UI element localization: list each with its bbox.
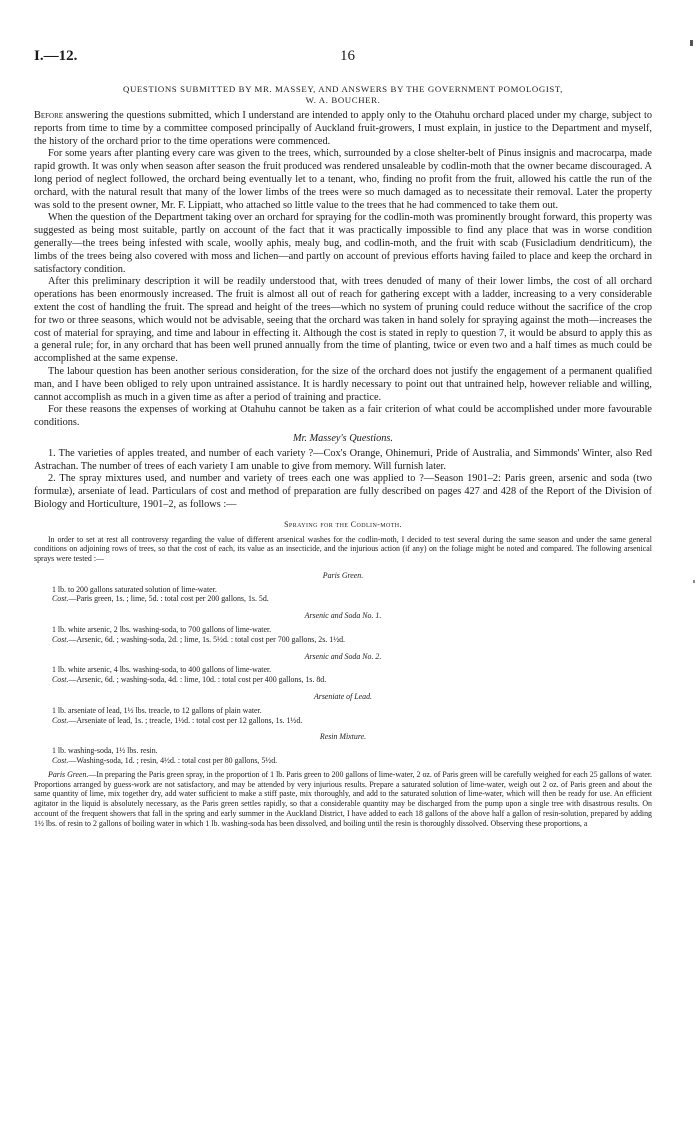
spray-name: Paris Green. bbox=[322, 570, 364, 580]
spraying-extract bbox=[34, 520, 652, 829]
cost-label: Cost. bbox=[52, 675, 69, 685]
spray-name: Arseniate of Lead. bbox=[313, 692, 373, 702]
cost-text: —Arsenic, 6d. ; washing-soda, 2d. ; lime, 1s. 5½d. : total cost per 700 gallons, 2s. 1½d. bbox=[68, 634, 346, 644]
section-heading: Mr. Massey's Questions. bbox=[292, 432, 394, 444]
cost-label: Cost. bbox=[52, 756, 69, 766]
body-text bbox=[34, 110, 652, 512]
paragraph: For some years after planting every care was given to the trees, which, surrounded by a close shelter-belt of Pinus insignis and macrocarpa, made rapid growth. It was only when season after season the fruit produced was rendered unsaleable by codlin-moth that the owner became discouraged. A long period of neglect followed, the orchard being eventually let to a tenant, who, finding no profit from the fruit, allowed his cattle the run of the orchard, with the natural result that many of the lower limbs of the trees were so much damaged as to necessitate their removal. Later the property was sold to the present owner, Mr. F. Lippiatt, who attached so little value to the trees that he had commenced to take them out. bbox=[34, 148, 652, 211]
question-answer: 2. The spray mixtures used, and number and variety of trees each one was applied to ?—Season 1901–2: Paris green, arsenic and soda (two formulæ), arseniate of lead. Particulars of cost and method of preparation are fully described on pages 427 and 428 of the Report of the Division of Biology and Horticulture, 1901–2, as follows :— bbox=[34, 473, 652, 510]
spray-name: Arsenic and Soda No. 1. bbox=[304, 611, 382, 621]
spray-recipe: 1 lb. white arsenic, 2 lbs. washing-soda, to 700 gallons of lime-water. bbox=[52, 625, 272, 635]
paragraph-lead: Paris Green. bbox=[48, 769, 89, 779]
cost-text: —Arseniate of lead, 1s. ; treacle, 1½d. : total cost per 12 gallons, 1s. 1½d. bbox=[68, 715, 303, 725]
spray-recipe: 1 lb. washing-soda, 1½ lbs. resin. bbox=[52, 746, 158, 756]
spray-cost bbox=[34, 675, 652, 685]
margin-mark bbox=[693, 580, 695, 583]
paragraph: For these reasons the expenses of working at Otahuhu cannot be taken as a fair criterion of what could be accomplished under more favourable conditions. bbox=[34, 404, 652, 429]
paragraph: The labour question has been another serious consideration, for the size of the orchard does not justify the engagement of a permanent qualified man, and I have been obliged to rely upon untrained assistance. It is hardly necessary to point out that untrained help, however reliable and willing, cannot accomplish as much in a given time as after a period of training and practice. bbox=[34, 365, 652, 403]
cost-label: Cost. bbox=[52, 594, 69, 604]
paragraph-text: answering the questions submitted, which I understand are intended to apply only to the Otahuhu orchard placed under my charge, subject to reports from time to time by a committee composed principally of Auckland fruit-growers, I must explain, in justice to the Department and myself, the history of the orchard prior to the time operations were commenced. bbox=[34, 110, 652, 147]
document-page bbox=[34, 48, 652, 829]
title-line: QUESTIONS SUBMITTED BY MR. MASSEY, AND ANSWERS BY THE GOVERNMENT POMOLOGIST, bbox=[123, 84, 563, 94]
extract-intro: In order to set at rest all controversy regarding the value of different arsenical washes for the codlin-moth, I decided to test several during the same season and under the same general conditions on adjoining rows of trees, so that the cost of each, its value as an insecticide, and the injurious action (if any) on the foliage might be noted and compared. The following arsenical sprays were tested :— bbox=[34, 534, 652, 564]
margin-mark bbox=[690, 40, 693, 46]
paris-green-paragraph bbox=[34, 770, 652, 829]
document-title bbox=[34, 84, 652, 106]
paragraph bbox=[34, 110, 652, 148]
spray-recipe: 1 lb. white arsenic, 4 lbs. washing-soda, to 400 gallons of lime-water. bbox=[52, 665, 272, 675]
cost-text: —Washing-soda, 1d. ; resin, 4½d. : total cost per 80 gallons, 5½d. bbox=[68, 756, 278, 766]
spray-cost bbox=[34, 635, 652, 645]
paper-reference: I.—12. bbox=[34, 48, 78, 64]
question-answer: 1. The varieties of apples treated, and number of each variety ?—Cox's Orange, Ohinemuri, Pride of Australia, and Simmonds' Winter, also Red Astrachan. The number of trees of each variety I am unable to give from memory. Will furnish later. bbox=[34, 447, 652, 472]
page-header bbox=[34, 48, 652, 70]
cost-label: Cost. bbox=[52, 715, 69, 725]
spray-cost bbox=[34, 756, 652, 766]
cost-text: —Arsenic, 6d. ; washing-soda, 4d. : lime, 10d. : total cost per 400 gallons, 1s. 8d. bbox=[68, 675, 327, 685]
title-line: W. A. BOUCHER. bbox=[305, 95, 381, 105]
spray-recipe: 1 lb. arseniate of lead, 1½ lbs. treacle, to 12 gallons of plain water. bbox=[52, 705, 262, 715]
cost-text: —Paris green, 1s. ; lime, 5d. : total cost per 200 gallons, 1s. 5d. bbox=[68, 594, 269, 604]
paragraph: After this preliminary description it will be readily understood that, with trees denuded of many of their lower limbs, the cost of all orchard operations has been enormously increased. The fruit is almost all out of reach for gathering except with a ladder, increasing to a very considerable extent the cost of handling the fruit. The spread and height of the trees—which no system of pruning could reduce without the sacrifice of the crop for two or three seasons, which would not be advisable, seeing that the orchard was taken in hand solely for spraying against the moth—increases the cost of material for spraying, and time and labour in effecting it. Although the cost is stated in reply to question 7, it would be absurd to apply this as a general rule; for, in any orchard that has been well pruned annually from the time of planting, twice or even two and a half times as much could be accomplished at the same expense. bbox=[34, 276, 652, 365]
spray-name: Resin Mixture. bbox=[319, 732, 367, 742]
spray-cost bbox=[34, 716, 652, 726]
page-number: 16 bbox=[340, 48, 355, 64]
paragraph: When the question of the Department taking over an orchard for spraying for the codlin-moth was prominently brought forward, this property was suggested as being most suitable, partly on account of the fact that it was practically impossible to find any place that was in worse condition generally—the trees being infested with scale, woolly aphis, mealy bug, and codlin-moth, and the fruit with scab (Fusicladium dendriticum), the limbs of the trees being also covered with moss and lichen—and partly on account of previous efforts having failed to place and keep the orchard in satisfactory condition. bbox=[34, 212, 652, 275]
spray-cost bbox=[34, 594, 652, 604]
spray-name: Arsenic and Soda No. 2. bbox=[304, 651, 382, 661]
extract-heading: Spraying for the Codlin-moth. bbox=[284, 519, 402, 529]
spray-recipe: 1 lb. to 200 gallons saturated solution of lime-water. bbox=[52, 584, 217, 594]
cost-label: Cost. bbox=[52, 634, 69, 644]
paragraph-text: —In preparing the Paris green spray, in the proportion of 1 lb. Paris green to 200 gallons of lime-water, 2 oz. of Paris green will be carefully weighed for each 25 gallons of water. Proportions arranged by guess-work are not satisfactory, and may be attended by very injurious results. Prepare a saturated solution of lime-water, weigh out 2 oz. of Paris green and about the same quantity of lime, mix together dry, add water sufficient to make a stiff paste, mix thoroughly, and add to the saturated solution of lime-water, which will then be ready for use. An efficient agitator in the liquid is absolutely necessary, as the Paris green settles rapidly, so that a considerable quantity may be discharged from the pump upon a single tree with disastrous results. On account of the frequent showers that fall in the spring and early summer in the Auckland District, I have added to each 18 gallons of the above half a gallon of resin-solution, prepared by adding 1½ lbs. of resin to 2 gallons of boiling water in which 1 lb. washing-soda has been dissolved, and boiling until the resin is thoroughly dissolved. Observing these proportions, a bbox=[34, 769, 652, 828]
lead-word: Before bbox=[34, 110, 64, 121]
